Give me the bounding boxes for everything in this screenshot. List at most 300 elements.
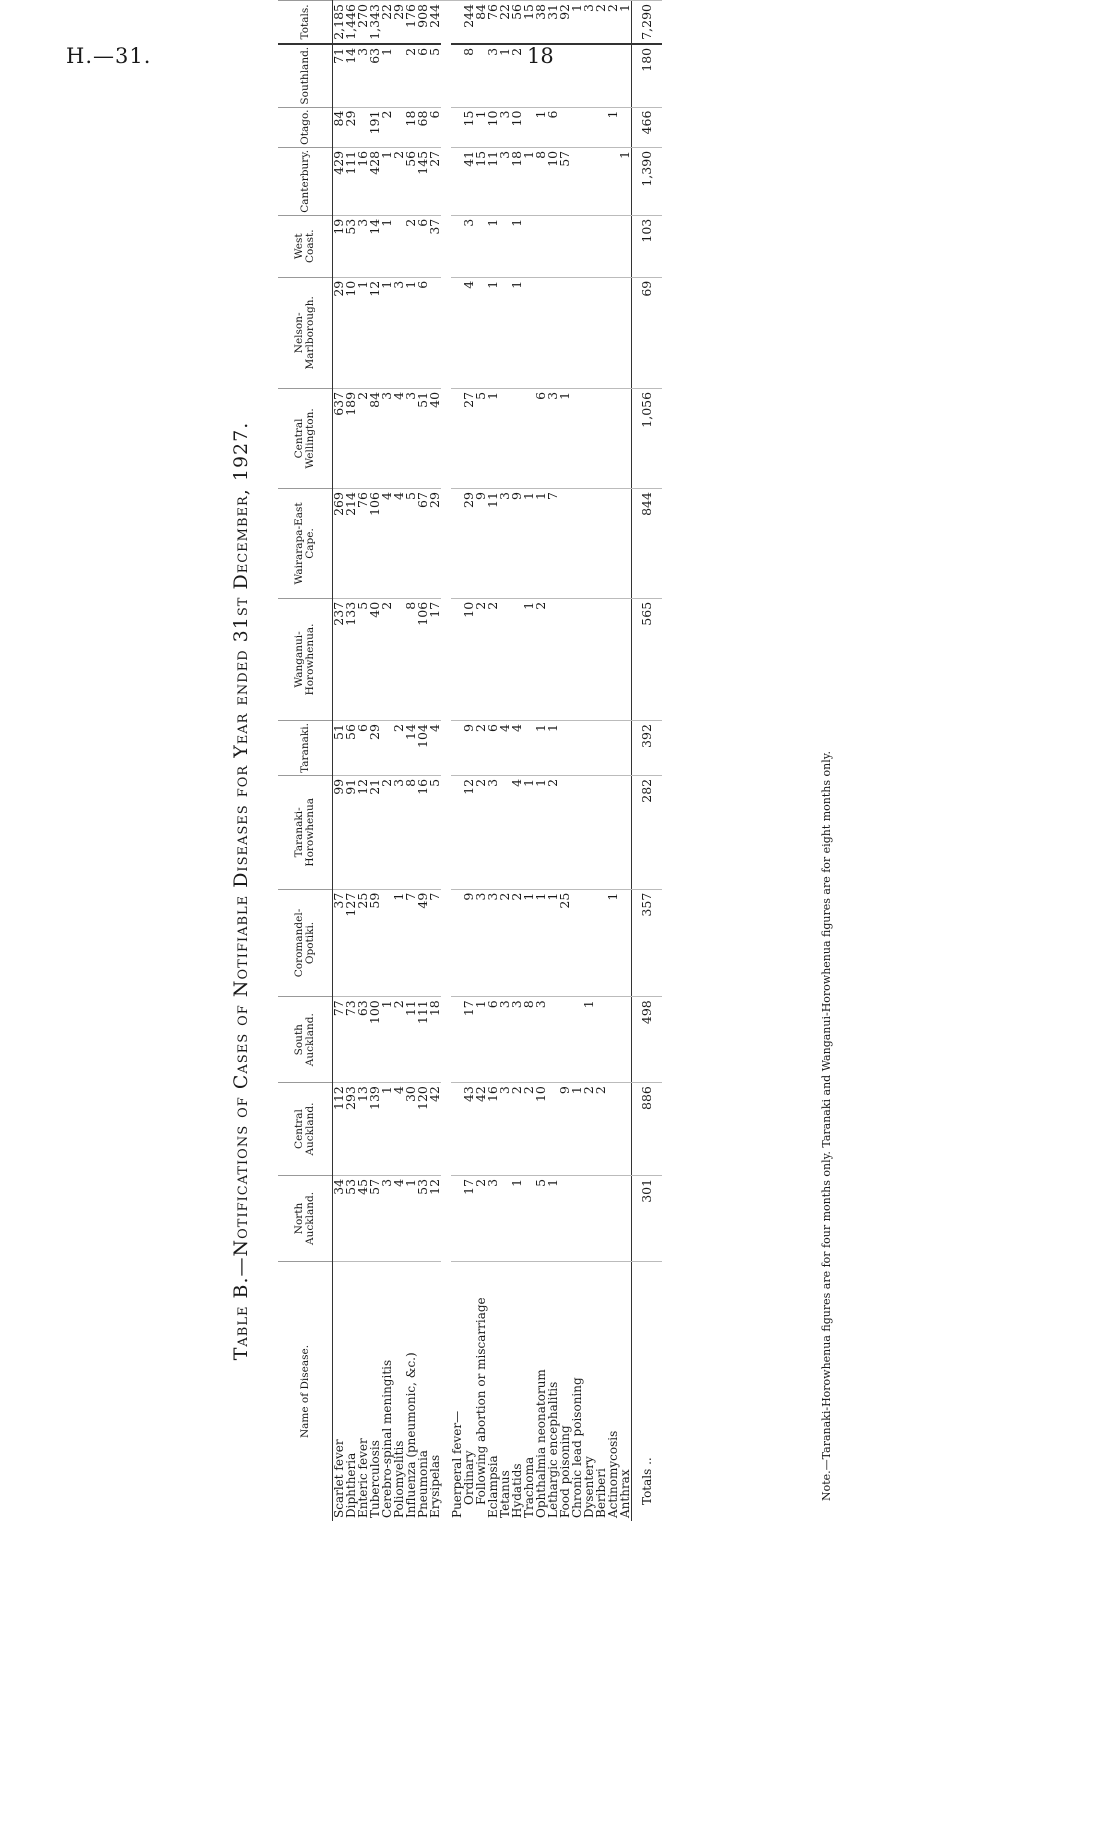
table-cell xyxy=(547,997,559,1083)
disease-name: Eclampsia xyxy=(487,1262,499,1522)
table-cell xyxy=(571,1175,583,1261)
table-cell xyxy=(535,215,547,277)
table-row xyxy=(523,1,535,1522)
table-cell: 6 xyxy=(357,721,369,776)
table-cell: 6 xyxy=(417,277,429,388)
table-cell: 53 xyxy=(345,215,357,277)
table-cell: 844 xyxy=(632,489,663,599)
table-cell xyxy=(607,489,619,599)
table-cell: 2 xyxy=(381,107,393,147)
table-row xyxy=(463,1,475,1522)
table-cell xyxy=(607,1083,619,1176)
table-cell: 6 xyxy=(487,997,499,1083)
table-cell: 53 xyxy=(417,1175,429,1261)
table-cell: 18 xyxy=(511,147,523,215)
table-cell: 1 xyxy=(607,889,619,997)
table-cell xyxy=(619,775,632,889)
table-cell: 43 xyxy=(463,1083,475,1176)
table-cell: 1 xyxy=(511,277,523,388)
table-row xyxy=(583,1,595,1522)
table-cell xyxy=(619,1083,632,1176)
table-cell xyxy=(429,277,441,388)
table-cell: 1 xyxy=(487,215,499,277)
table-cell: 357 xyxy=(632,889,663,997)
table-cell: 1 xyxy=(381,997,393,1083)
table-cell: 11 xyxy=(487,489,499,599)
disease-name: Cerebro-spinal meningitis xyxy=(381,1262,393,1522)
table-cell: 1 xyxy=(535,489,547,599)
table-cell xyxy=(523,44,535,107)
table-cell: 1 xyxy=(547,889,559,997)
row-total-cell: 1 xyxy=(619,1,632,44)
table-cell: 4 xyxy=(511,775,523,889)
table-cell: 40 xyxy=(369,598,381,720)
table-cell xyxy=(559,1175,571,1261)
row-total-cell: 244 xyxy=(429,1,441,44)
table-cell xyxy=(607,215,619,277)
notifications-table xyxy=(278,0,662,1521)
table-cell xyxy=(619,889,632,997)
table-cell: 180 xyxy=(632,44,663,107)
table-cell xyxy=(619,44,632,107)
table-cell xyxy=(607,775,619,889)
table-cell: 40 xyxy=(429,388,441,488)
table-cell xyxy=(607,388,619,488)
table-cell: 1,056 xyxy=(632,388,663,488)
table-cell: 9 xyxy=(463,721,475,776)
table-cell xyxy=(523,388,535,488)
table-cell: 2 xyxy=(511,889,523,997)
table-cell: 3 xyxy=(463,215,475,277)
table-cell: 2 xyxy=(487,598,499,720)
row-total-cell: 1 xyxy=(571,1,583,44)
table-cell: 6 xyxy=(429,107,441,147)
column-header: Wanganui-Horowhenua. xyxy=(278,598,333,720)
page-reference: H.—31. xyxy=(66,44,152,68)
table-cell xyxy=(583,489,595,599)
table-cell xyxy=(559,277,571,388)
table-cell: 4 xyxy=(393,1175,405,1261)
table-cell xyxy=(583,721,595,776)
table-cell: 565 xyxy=(632,598,663,720)
table-row xyxy=(475,1,487,1522)
table-cell: 29 xyxy=(345,107,357,147)
table-cell: 106 xyxy=(417,598,429,720)
table-cell: 3 xyxy=(499,1083,511,1176)
table-cell: 59 xyxy=(369,889,381,997)
table-cell: 99 xyxy=(333,775,346,889)
column-header: South Auckland. xyxy=(278,997,333,1083)
table-cell xyxy=(547,1083,559,1176)
table-cell: 63 xyxy=(357,997,369,1083)
table-cell xyxy=(583,44,595,107)
table-cell: 8 xyxy=(523,997,535,1083)
table-cell: 6 xyxy=(417,215,429,277)
column-header: Wairarapa-East Cape. xyxy=(278,489,333,599)
table-cell: 6 xyxy=(487,721,499,776)
table-cell: 5 xyxy=(429,44,441,107)
table-cell xyxy=(607,721,619,776)
table-row xyxy=(559,1,571,1522)
disease-name: Beriberi xyxy=(595,1262,607,1522)
table-cell: 6 xyxy=(417,44,429,107)
table-cell xyxy=(559,44,571,107)
table-cell: 1 xyxy=(523,489,535,599)
table-cell xyxy=(619,997,632,1083)
table-cell xyxy=(583,215,595,277)
table-row xyxy=(381,1,393,1522)
disease-name: Scarlet fever xyxy=(333,1262,346,1522)
table-cell: 4 xyxy=(499,721,511,776)
table-cell: 25 xyxy=(357,889,369,997)
table-cell: 10 xyxy=(547,147,559,215)
table-cell xyxy=(607,277,619,388)
table-cell: 2 xyxy=(583,1083,595,1176)
table-cell: 1 xyxy=(499,44,511,107)
table-cell xyxy=(619,489,632,599)
table-cell: 84 xyxy=(333,107,346,147)
table-cell xyxy=(571,598,583,720)
table-cell: 15 xyxy=(463,107,475,147)
table-cell xyxy=(595,147,607,215)
table-cell: 106 xyxy=(369,489,381,599)
table-cell xyxy=(595,598,607,720)
table-cell: 3 xyxy=(357,44,369,107)
table-cell: 2 xyxy=(475,1175,487,1261)
table-cell: 2 xyxy=(535,598,547,720)
table-cell xyxy=(619,107,632,147)
table-cell: 1 xyxy=(571,1083,583,1176)
table-cell: 3 xyxy=(511,997,523,1083)
table-cell: 37 xyxy=(429,215,441,277)
row-total-cell: 2 xyxy=(595,1,607,44)
column-header: Central Auckland. xyxy=(278,1083,333,1176)
table-cell xyxy=(583,388,595,488)
table-cell xyxy=(523,1175,535,1261)
table-cell: 7 xyxy=(547,489,559,599)
column-header: Taranaki-Horowhenua xyxy=(278,775,333,889)
table-row xyxy=(429,1,441,1522)
column-header: Taranaki. xyxy=(278,721,333,776)
table-cell xyxy=(559,598,571,720)
table-cell: 1 xyxy=(511,1175,523,1261)
table-cell xyxy=(499,775,511,889)
row-total-cell: 22 xyxy=(499,1,511,44)
table-cell xyxy=(499,277,511,388)
table-cell: 3 xyxy=(499,107,511,147)
table-cell: 1 xyxy=(607,107,619,147)
table-cell: 1 xyxy=(547,1175,559,1261)
table-cell xyxy=(595,215,607,277)
table-cell: 17 xyxy=(463,997,475,1083)
table-cell: 14 xyxy=(345,44,357,107)
table-row xyxy=(369,1,381,1522)
table-cell: 5 xyxy=(429,775,441,889)
table-cell xyxy=(393,598,405,720)
disease-name: Erysipelas xyxy=(429,1262,441,1522)
table-cell: 3 xyxy=(357,215,369,277)
table-row xyxy=(511,1,523,1522)
table-cell: 21 xyxy=(369,775,381,889)
table-cell xyxy=(619,721,632,776)
table-cell: 1 xyxy=(381,277,393,388)
disease-name: Diphtheria xyxy=(345,1262,357,1522)
table-cell: 3 xyxy=(487,44,499,107)
table-cell: 9 xyxy=(511,489,523,599)
table-cell xyxy=(583,775,595,889)
table-cell xyxy=(619,277,632,388)
table-cell: 25 xyxy=(559,889,571,997)
table-cell: 2 xyxy=(393,997,405,1083)
table-cell: 5 xyxy=(535,1175,547,1261)
table-cell: 8 xyxy=(405,598,417,720)
table-cell: 1 xyxy=(357,277,369,388)
table-cell: 2 xyxy=(523,1083,535,1176)
row-total-cell: 1,446 xyxy=(345,1,357,44)
table-cell xyxy=(571,721,583,776)
table-cell xyxy=(595,388,607,488)
table-cell: 4 xyxy=(381,489,393,599)
totals-row xyxy=(632,1,663,1522)
table-cell: 498 xyxy=(632,997,663,1083)
spacer-cell xyxy=(441,1,451,1522)
table-cell: 1 xyxy=(535,107,547,147)
table-row xyxy=(535,1,547,1522)
table-cell: 127 xyxy=(345,889,357,997)
row-total-cell: 244 xyxy=(463,1,475,44)
table-cell: 84 xyxy=(369,388,381,488)
column-header: Totals. xyxy=(278,1,333,44)
disease-name: Pneumonia xyxy=(417,1262,429,1522)
table-cell: 9 xyxy=(463,889,475,997)
table-row xyxy=(619,1,632,1522)
disease-name: Ophthalmia neonatorum xyxy=(535,1262,547,1522)
table-cell: 2 xyxy=(475,721,487,776)
table-cell xyxy=(583,107,595,147)
row-total-cell: 2 xyxy=(607,1,619,44)
table-cell xyxy=(547,215,559,277)
disease-name: Enteric fever xyxy=(357,1262,369,1522)
table-cell: 269 xyxy=(333,489,346,599)
table-cell: 2 xyxy=(393,721,405,776)
table-cell: 1 xyxy=(523,598,535,720)
table-cell: 104 xyxy=(417,721,429,776)
table-cell: 3 xyxy=(381,1175,393,1261)
row-total-cell: 7,290 xyxy=(632,1,663,44)
table-cell: 73 xyxy=(345,997,357,1083)
disease-name: Lethargic encephalitis xyxy=(547,1262,559,1522)
table-cell: 1 xyxy=(381,215,393,277)
table-cell: 112 xyxy=(333,1083,346,1176)
table-cell: 7 xyxy=(405,889,417,997)
table-cell xyxy=(619,388,632,488)
table-cell: 14 xyxy=(369,215,381,277)
table-row xyxy=(607,1,619,1522)
table-cell: 429 xyxy=(333,147,346,215)
column-header: Nelson-Marlborough. xyxy=(278,277,333,388)
table-cell xyxy=(559,215,571,277)
table-cell: 133 xyxy=(345,598,357,720)
table-cell: 12 xyxy=(429,1175,441,1261)
table-cell xyxy=(571,215,583,277)
table-cell: 2 xyxy=(381,775,393,889)
table-cell: 466 xyxy=(632,107,663,147)
table-cell xyxy=(583,598,595,720)
table-cell: 13 xyxy=(357,1083,369,1176)
row-total-cell: 22 xyxy=(381,1,393,44)
table-row xyxy=(571,1,583,1522)
table-cell: 1 xyxy=(535,889,547,997)
table-cell: 2 xyxy=(595,1083,607,1176)
row-total-cell: 3 xyxy=(583,1,595,44)
disease-name: Following abortion or miscarriage xyxy=(475,1262,487,1522)
disease-name: Puerperal fever— xyxy=(451,1262,463,1522)
table-cell: 42 xyxy=(475,1083,487,1176)
table-cell: 1 xyxy=(405,277,417,388)
table-cell: 3 xyxy=(535,997,547,1083)
table-cell: 2 xyxy=(405,44,417,107)
table-cell xyxy=(607,44,619,107)
row-total-cell: 31 xyxy=(547,1,559,44)
disease-name: Actinomycosis xyxy=(607,1262,619,1522)
table-cell xyxy=(571,277,583,388)
table-cell: 1 xyxy=(381,44,393,107)
table-cell: 3 xyxy=(487,889,499,997)
table-cell: 5 xyxy=(357,598,369,720)
table-cell: 3 xyxy=(393,775,405,889)
table-cell: 3 xyxy=(487,775,499,889)
disease-name: Ordinary xyxy=(463,1262,475,1522)
table-cell xyxy=(619,1175,632,1261)
table-cell: 2 xyxy=(393,147,405,215)
table-note: Note.—Taranaki-Horowhenua figures are for four months only. Taranaki and Wanganui-Horowhenua figures are for eight months only. xyxy=(820,751,833,1501)
table-header-row xyxy=(278,1,333,1522)
disease-name: Tuberculosis xyxy=(369,1262,381,1522)
row-total-cell: 92 xyxy=(559,1,571,44)
table-cell: 27 xyxy=(429,147,441,215)
table-cell: 3 xyxy=(499,489,511,599)
table-cell xyxy=(583,889,595,997)
disease-name: Dysentery xyxy=(583,1262,595,1522)
table-cell xyxy=(535,277,547,388)
table-cell xyxy=(571,44,583,107)
table-cell: 3 xyxy=(487,1175,499,1261)
table-cell xyxy=(619,215,632,277)
table-cell: 10 xyxy=(487,107,499,147)
table-cell: 1 xyxy=(511,215,523,277)
disease-name: Hydatids xyxy=(511,1262,523,1522)
table-cell xyxy=(559,721,571,776)
disease-name: Influenza (pneumonic, &c.) xyxy=(405,1262,417,1522)
table-cell: 45 xyxy=(357,1175,369,1261)
table-cell: 68 xyxy=(417,107,429,147)
table-cell: 111 xyxy=(417,997,429,1083)
table-cell xyxy=(571,489,583,599)
table-cell: 4 xyxy=(393,388,405,488)
table-cell: 12 xyxy=(357,775,369,889)
table-cell: 56 xyxy=(345,721,357,776)
table-cell: 49 xyxy=(417,889,429,997)
table-cell: 189 xyxy=(345,388,357,488)
row-total-cell: 56 xyxy=(511,1,523,44)
table-cell: 6 xyxy=(535,388,547,488)
table-cell: 76 xyxy=(357,489,369,599)
table-cell: 4 xyxy=(511,721,523,776)
table-cell: 1 xyxy=(583,997,595,1083)
table-cell: 16 xyxy=(417,775,429,889)
table-cell: 8 xyxy=(535,147,547,215)
disease-name: Trachoma xyxy=(523,1262,535,1522)
table-cell xyxy=(451,277,463,388)
table-cell: 3 xyxy=(547,388,559,488)
table-cell xyxy=(523,215,535,277)
table-cell xyxy=(571,997,583,1083)
table-row xyxy=(451,1,463,1522)
row-total-cell: 84 xyxy=(475,1,487,44)
table-cell: 2 xyxy=(405,215,417,277)
disease-name: Totals .. xyxy=(632,1262,663,1522)
table-cell: 2 xyxy=(381,598,393,720)
row-total-cell: 76 xyxy=(487,1,499,44)
disease-name: Poliomyelitis xyxy=(393,1262,405,1522)
table-cell: 11 xyxy=(405,997,417,1083)
table-cell: 67 xyxy=(417,489,429,599)
table-cell: 29 xyxy=(333,277,346,388)
table-cell: 1 xyxy=(381,147,393,215)
table-cell xyxy=(559,775,571,889)
table-cell: 17 xyxy=(463,1175,475,1261)
table-cell: 637 xyxy=(333,388,346,488)
row-total-cell: 38 xyxy=(535,1,547,44)
table-cell: 18 xyxy=(405,107,417,147)
table-cell xyxy=(547,277,559,388)
table-cell: 3 xyxy=(393,277,405,388)
table-cell xyxy=(535,44,547,107)
table-cell: 214 xyxy=(345,489,357,599)
table-cell: 12 xyxy=(369,277,381,388)
row-total-cell: 29 xyxy=(393,1,405,44)
table-cell xyxy=(381,889,393,997)
table-cell: 1 xyxy=(393,889,405,997)
table-cell xyxy=(595,277,607,388)
table-cell xyxy=(583,1175,595,1261)
table-cell xyxy=(571,775,583,889)
table-cell xyxy=(559,489,571,599)
table-cell: 1 xyxy=(487,388,499,488)
table-title: Table B.—Notifications of Cases of Notifiable Diseases for Year ended 31st December, 1927. xyxy=(230,421,252,1361)
table-cell: 2 xyxy=(475,598,487,720)
row-total-cell: 908 xyxy=(417,1,429,44)
table-cell xyxy=(559,107,571,147)
table-cell xyxy=(499,1175,511,1261)
table-cell: 57 xyxy=(369,1175,381,1261)
table-cell xyxy=(595,775,607,889)
table-cell xyxy=(451,889,463,997)
table-cell: 4 xyxy=(393,1083,405,1176)
table-cell: 18 xyxy=(429,997,441,1083)
column-header: North Auckland. xyxy=(278,1175,333,1261)
table-body xyxy=(333,1,663,1522)
table-cell: 139 xyxy=(369,1083,381,1176)
table-cell: 9 xyxy=(475,489,487,599)
column-header: Coromandel-Opotiki. xyxy=(278,889,333,997)
table-cell xyxy=(511,598,523,720)
table-cell: 1 xyxy=(405,1175,417,1261)
table-row xyxy=(595,1,607,1522)
table-cell: 71 xyxy=(333,44,346,107)
table-cell xyxy=(619,598,632,720)
column-header: West Coast. xyxy=(278,215,333,277)
